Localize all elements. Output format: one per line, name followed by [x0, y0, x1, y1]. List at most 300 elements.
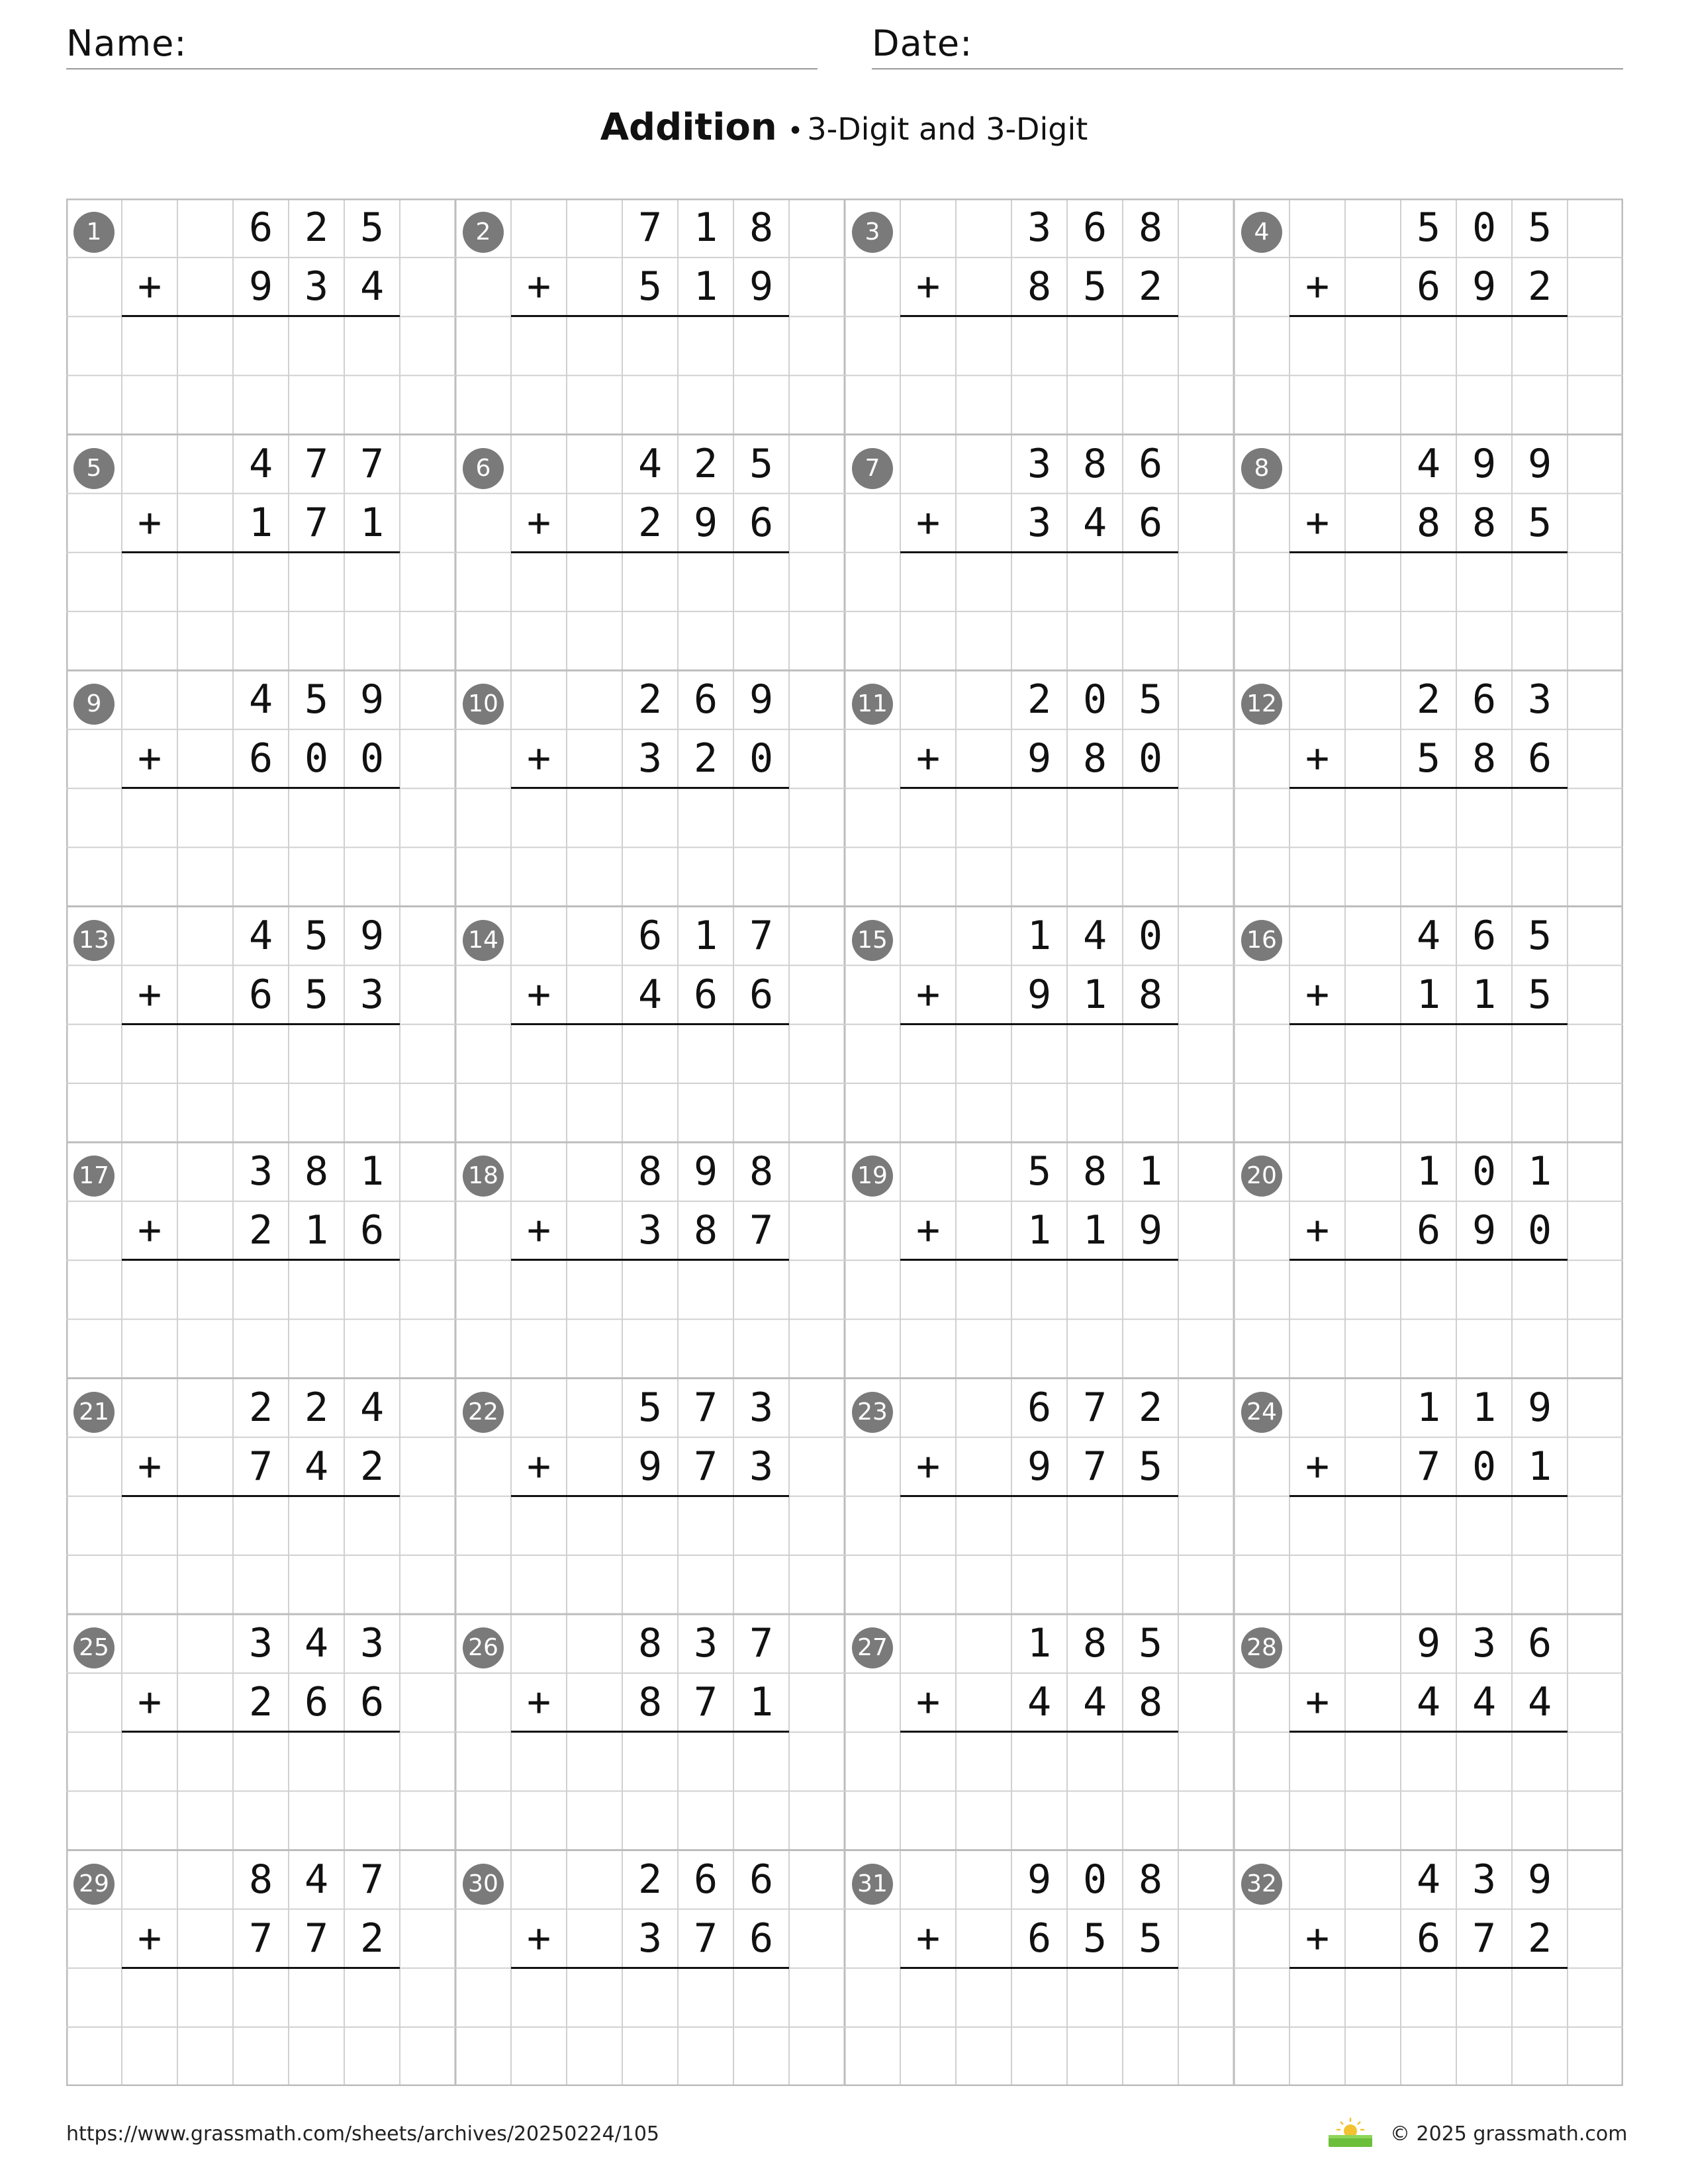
addend-bottom-digit: 0 — [304, 735, 329, 782]
plus-operator: + — [1305, 735, 1330, 782]
addend-top-digit: 2 — [304, 205, 329, 251]
title-subtitle: 3-Digit and 3-Digit — [807, 111, 1088, 147]
answer-line — [511, 1259, 789, 1261]
addend-top-digit: 7 — [359, 1856, 385, 1903]
problem-26 — [455, 1614, 845, 1850]
addend-top-digit: 6 — [1082, 205, 1107, 251]
plus-operator: + — [526, 263, 551, 310]
addend-bottom-digit: 9 — [1027, 971, 1052, 1018]
addend-bottom-digit: 1 — [359, 499, 385, 546]
problem-number-badge: 8 — [1241, 448, 1282, 489]
answer-line — [122, 1495, 400, 1497]
problem-number-badge: 23 — [852, 1392, 893, 1433]
addend-bottom-digit: 8 — [1472, 735, 1497, 782]
answer-line — [1289, 1495, 1568, 1497]
addend-top-digit: 2 — [637, 676, 663, 723]
addend-top-digit: 9 — [359, 912, 385, 959]
answer-line — [122, 787, 400, 789]
addend-bottom-digit: 0 — [1472, 1443, 1497, 1490]
addend-bottom-digit: 3 — [637, 1915, 663, 1962]
problem-29 — [66, 1850, 455, 2086]
addend-top-digit: 6 — [1138, 440, 1163, 487]
addend-top-digit: 1 — [1138, 1148, 1163, 1195]
problem-number-badge: 15 — [852, 920, 893, 961]
addend-top-digit: 0 — [1472, 205, 1497, 251]
problem-number-badge: 16 — [1241, 920, 1282, 961]
problem-28 — [1234, 1614, 1623, 1850]
problem-12 — [1234, 670, 1623, 906]
addend-bottom-digit: 8 — [637, 1679, 663, 1725]
problem-number-badge: 29 — [73, 1864, 115, 1905]
addend-top-digit: 2 — [1138, 1384, 1163, 1431]
answer-line — [122, 1731, 400, 1733]
addend-top-digit: 1 — [1416, 1384, 1441, 1431]
addend-bottom-digit: 4 — [359, 263, 385, 310]
addend-bottom-digit: 4 — [1027, 1679, 1052, 1725]
addend-bottom-digit: 4 — [1082, 1679, 1107, 1725]
plus-operator: + — [1305, 1679, 1330, 1725]
footer-url: https://www.grassmath.com/sheets/archives/20250224/105 — [66, 2122, 660, 2146]
addend-bottom-digit: 2 — [248, 1679, 273, 1725]
problem-25 — [66, 1614, 455, 1850]
plus-operator: + — [1305, 263, 1330, 310]
problem-number-badge: 31 — [852, 1864, 893, 1905]
answer-line — [900, 551, 1178, 553]
addend-top-digit: 6 — [693, 676, 718, 723]
addend-bottom-digit: 6 — [248, 971, 273, 1018]
addend-bottom-digit: 8 — [1138, 971, 1163, 1018]
answer-line — [1289, 551, 1568, 553]
addend-bottom-digit: 6 — [359, 1679, 385, 1725]
plus-operator: + — [137, 263, 162, 310]
addend-top-digit: 4 — [248, 440, 273, 487]
addend-bottom-digit: 5 — [1082, 1915, 1107, 1962]
addend-bottom-digit: 1 — [248, 499, 273, 546]
addend-top-digit: 6 — [637, 912, 663, 959]
problem-22 — [455, 1379, 845, 1614]
plus-operator: + — [526, 1207, 551, 1253]
problem-3 — [845, 199, 1234, 434]
problem-number-badge: 20 — [1241, 1156, 1282, 1197]
addend-top-digit: 5 — [637, 1384, 663, 1431]
plus-operator: + — [526, 735, 551, 782]
addend-top-digit: 9 — [1416, 1620, 1441, 1666]
addend-bottom-digit: 5 — [637, 263, 663, 310]
answer-line — [900, 315, 1178, 317]
addend-bottom-digit: 6 — [1527, 735, 1552, 782]
addend-bottom-digit: 6 — [693, 971, 718, 1018]
addend-top-digit: 6 — [248, 205, 273, 251]
plus-operator: + — [526, 1679, 551, 1725]
addend-bottom-digit: 7 — [1082, 1443, 1107, 1490]
problem-number-badge: 30 — [463, 1864, 504, 1905]
addend-top-digit: 9 — [1472, 440, 1497, 487]
problem-number-badge: 24 — [1241, 1392, 1282, 1433]
plus-operator: + — [1305, 971, 1330, 1018]
addend-top-digit: 4 — [1416, 912, 1441, 959]
problem-9 — [66, 670, 455, 906]
date-input-line[interactable] — [872, 68, 1623, 69]
name-label: Name: — [66, 23, 187, 64]
addend-bottom-digit: 8 — [1472, 499, 1497, 546]
problem-20 — [1234, 1142, 1623, 1378]
addend-bottom-digit: 6 — [1416, 1207, 1441, 1253]
addend-top-digit: 9 — [1527, 1856, 1552, 1903]
addend-top-digit: 8 — [749, 205, 774, 251]
addend-top-digit: 3 — [1472, 1856, 1497, 1903]
problem-14 — [455, 907, 845, 1142]
addend-bottom-digit: 6 — [1416, 263, 1441, 310]
date-label: Date: — [872, 23, 973, 64]
problem-number-badge: 32 — [1241, 1864, 1282, 1905]
addend-bottom-digit: 5 — [1527, 971, 1552, 1018]
answer-line — [900, 1023, 1178, 1025]
addend-top-digit: 4 — [359, 1384, 385, 1431]
plus-operator: + — [526, 499, 551, 546]
plus-operator: + — [915, 735, 941, 782]
addend-top-digit: 8 — [637, 1620, 663, 1666]
problem-number-badge: 26 — [463, 1627, 504, 1668]
answer-line — [1289, 1023, 1568, 1025]
problem-32 — [1234, 1850, 1623, 2086]
addend-bottom-digit: 6 — [749, 1915, 774, 1962]
answer-line — [1289, 1731, 1568, 1733]
addend-top-digit: 4 — [304, 1856, 329, 1903]
addend-bottom-digit: 2 — [248, 1207, 273, 1253]
addend-bottom-digit: 7 — [1416, 1443, 1441, 1490]
addend-bottom-digit: 4 — [1416, 1679, 1441, 1725]
addend-bottom-digit: 0 — [359, 735, 385, 782]
addend-top-digit: 4 — [637, 440, 663, 487]
addend-bottom-digit: 3 — [749, 1443, 774, 1490]
addend-bottom-digit: 3 — [304, 263, 329, 310]
answer-line — [1289, 1259, 1568, 1261]
addend-top-digit: 7 — [359, 440, 385, 487]
problem-2 — [455, 199, 845, 434]
addend-top-digit: 7 — [1082, 1384, 1107, 1431]
addend-top-digit: 1 — [693, 912, 718, 959]
problem-number-badge: 18 — [463, 1156, 504, 1197]
addend-bottom-digit: 7 — [693, 1443, 718, 1490]
addend-bottom-digit: 5 — [1138, 1915, 1163, 1962]
addend-bottom-digit: 7 — [304, 499, 329, 546]
addend-top-digit: 8 — [1082, 440, 1107, 487]
answer-line — [900, 1967, 1178, 1969]
answer-line — [1289, 787, 1568, 789]
plus-operator: + — [915, 1443, 941, 1490]
plus-operator: + — [915, 1679, 941, 1725]
problem-13 — [66, 907, 455, 1142]
addend-bottom-digit: 3 — [637, 1207, 663, 1253]
addend-top-digit: 9 — [359, 676, 385, 723]
addend-top-digit: 6 — [693, 1856, 718, 1903]
problem-18 — [455, 1142, 845, 1378]
addend-bottom-digit: 2 — [359, 1443, 385, 1490]
addend-bottom-digit: 7 — [1472, 1915, 1497, 1962]
plus-operator: + — [137, 499, 162, 546]
addend-bottom-digit: 4 — [1527, 1679, 1552, 1725]
answer-line — [900, 1259, 1178, 1261]
addend-bottom-digit: 9 — [693, 499, 718, 546]
addend-top-digit: 4 — [248, 912, 273, 959]
addend-top-digit: 3 — [1027, 440, 1052, 487]
plus-operator: + — [915, 971, 941, 1018]
problem-number-badge: 13 — [73, 920, 115, 961]
name-input-line[interactable] — [66, 68, 818, 69]
answer-line — [900, 1731, 1178, 1733]
addend-top-digit: 3 — [1027, 205, 1052, 251]
addend-top-digit: 9 — [1027, 1856, 1052, 1903]
addend-bottom-digit: 8 — [693, 1207, 718, 1253]
addend-bottom-digit: 4 — [637, 971, 663, 1018]
plus-operator: + — [137, 1679, 162, 1725]
addend-top-digit: 7 — [637, 205, 663, 251]
answer-line — [511, 1967, 789, 1969]
plus-operator: + — [526, 971, 551, 1018]
footer-copyright: © 2025 grassmath.com — [1390, 2122, 1628, 2146]
answer-line — [900, 1495, 1178, 1497]
addend-top-digit: 5 — [304, 912, 329, 959]
problem-8 — [1234, 435, 1623, 670]
addend-top-digit: 6 — [749, 1856, 774, 1903]
addend-bottom-digit: 2 — [1527, 1915, 1552, 1962]
addend-top-digit: 1 — [1416, 1148, 1441, 1195]
problem-number-badge: 12 — [1241, 684, 1282, 725]
problem-30 — [455, 1850, 845, 2086]
addend-bottom-digit: 3 — [1027, 499, 1052, 546]
answer-line — [511, 1023, 789, 1025]
addend-top-digit: 8 — [1082, 1620, 1107, 1666]
addend-top-digit: 9 — [693, 1148, 718, 1195]
addend-top-digit: 3 — [359, 1620, 385, 1666]
addend-bottom-digit: 9 — [1027, 735, 1052, 782]
plus-operator: + — [915, 1915, 941, 1962]
addend-top-digit: 5 — [304, 676, 329, 723]
addend-top-digit: 5 — [1027, 1148, 1052, 1195]
worksheet-title — [0, 106, 1688, 149]
addend-bottom-digit: 5 — [1416, 735, 1441, 782]
addend-top-digit: 5 — [749, 440, 774, 487]
addend-top-digit: 1 — [359, 1148, 385, 1195]
addend-top-digit: 3 — [248, 1148, 273, 1195]
plus-operator: + — [137, 971, 162, 1018]
addend-top-digit: 3 — [248, 1620, 273, 1666]
addend-top-digit: 9 — [1527, 440, 1552, 487]
addend-bottom-digit: 3 — [637, 735, 663, 782]
answer-line — [122, 1023, 400, 1025]
addend-top-digit: 1 — [693, 205, 718, 251]
answer-line — [511, 787, 789, 789]
addend-bottom-digit: 5 — [1138, 1443, 1163, 1490]
addend-top-digit: 5 — [1527, 205, 1552, 251]
problem-17 — [66, 1142, 455, 1378]
addend-top-digit: 2 — [248, 1384, 273, 1431]
answer-line — [122, 551, 400, 553]
addend-bottom-digit: 9 — [749, 263, 774, 310]
addend-top-digit: 0 — [1472, 1148, 1497, 1195]
addend-top-digit: 4 — [304, 1620, 329, 1666]
answer-line — [511, 551, 789, 553]
addend-top-digit: 8 — [637, 1148, 663, 1195]
problem-number-badge: 6 — [463, 448, 504, 489]
problem-24 — [1234, 1379, 1623, 1614]
addend-top-digit: 2 — [1416, 676, 1441, 723]
problem-number-badge: 17 — [73, 1156, 115, 1197]
addend-bottom-digit: 1 — [1082, 971, 1107, 1018]
addend-bottom-digit: 7 — [693, 1915, 718, 1962]
plus-operator: + — [915, 263, 941, 310]
problem-number-badge: 5 — [73, 448, 115, 489]
addend-bottom-digit: 2 — [693, 735, 718, 782]
addend-top-digit: 5 — [1138, 676, 1163, 723]
addend-top-digit: 0 — [1138, 912, 1163, 959]
addend-bottom-digit: 6 — [1416, 1915, 1441, 1962]
addend-bottom-digit: 9 — [1472, 1207, 1497, 1253]
addend-bottom-digit: 6 — [359, 1207, 385, 1253]
problem-21 — [66, 1379, 455, 1614]
addend-top-digit: 2 — [1027, 676, 1052, 723]
addend-top-digit: 4 — [248, 676, 273, 723]
problem-number-badge: 3 — [852, 212, 893, 253]
addend-bottom-digit: 9 — [1027, 1443, 1052, 1490]
problem-number-badge: 9 — [73, 684, 115, 725]
problem-10 — [455, 670, 845, 906]
addend-top-digit: 8 — [248, 1856, 273, 1903]
answer-line — [1289, 1967, 1568, 1969]
grassmath-logo-icon — [1327, 2115, 1374, 2148]
problem-5 — [66, 435, 455, 670]
problem-number-badge: 1 — [73, 212, 115, 253]
addend-top-digit: 6 — [1027, 1384, 1052, 1431]
addend-top-digit: 4 — [1416, 1856, 1441, 1903]
addend-bottom-digit: 5 — [1527, 499, 1552, 546]
addend-bottom-digit: 8 — [1416, 499, 1441, 546]
addend-bottom-digit: 7 — [693, 1679, 718, 1725]
addend-top-digit: 5 — [1527, 912, 1552, 959]
addend-bottom-digit: 1 — [1027, 1207, 1052, 1253]
problem-number-badge: 28 — [1241, 1627, 1282, 1668]
problem-1 — [66, 199, 455, 434]
addend-bottom-digit: 0 — [749, 735, 774, 782]
addend-top-digit: 6 — [1472, 912, 1497, 959]
addend-bottom-digit: 1 — [304, 1207, 329, 1253]
answer-line — [511, 1495, 789, 1497]
addend-bottom-digit: 2 — [1138, 263, 1163, 310]
answer-line — [122, 1967, 400, 1969]
addend-top-digit: 6 — [1472, 676, 1497, 723]
addend-bottom-digit: 7 — [304, 1915, 329, 1962]
addend-bottom-digit: 9 — [1138, 1207, 1163, 1253]
addend-bottom-digit: 1 — [1527, 1443, 1552, 1490]
plus-operator: + — [915, 1207, 941, 1253]
addend-top-digit: 4 — [1082, 912, 1107, 959]
addend-bottom-digit: 1 — [693, 263, 718, 310]
problem-16 — [1234, 907, 1623, 1142]
addend-top-digit: 3 — [693, 1620, 718, 1666]
problem-grid — [66, 199, 1623, 2086]
problem-23 — [845, 1379, 1234, 1614]
plus-operator: + — [1305, 499, 1330, 546]
addend-top-digit: 7 — [749, 1620, 774, 1666]
problem-31 — [845, 1850, 1234, 2086]
addend-bottom-digit: 4 — [304, 1443, 329, 1490]
addend-bottom-digit: 7 — [248, 1443, 273, 1490]
addend-bottom-digit: 1 — [1472, 971, 1497, 1018]
addend-bottom-digit: 1 — [1082, 1207, 1107, 1253]
addend-bottom-digit: 8 — [1027, 263, 1052, 310]
addend-bottom-digit: 6 — [1027, 1915, 1052, 1962]
addend-top-digit: 3 — [1527, 676, 1552, 723]
addend-top-digit: 5 — [1138, 1620, 1163, 1666]
problem-number-badge: 22 — [463, 1392, 504, 1433]
problem-4 — [1234, 199, 1623, 434]
addend-bottom-digit: 5 — [1082, 263, 1107, 310]
plus-operator: + — [137, 735, 162, 782]
addend-top-digit: 8 — [1082, 1148, 1107, 1195]
title-separator: • — [787, 116, 804, 146]
problem-11 — [845, 670, 1234, 906]
addend-bottom-digit: 9 — [637, 1443, 663, 1490]
addend-top-digit: 4 — [1416, 440, 1441, 487]
addend-top-digit: 8 — [304, 1148, 329, 1195]
addend-top-digit: 5 — [1416, 205, 1441, 251]
addend-top-digit: 7 — [304, 440, 329, 487]
addend-top-digit: 7 — [749, 912, 774, 959]
problem-number-badge: 11 — [852, 684, 893, 725]
answer-line — [511, 1731, 789, 1733]
problem-6 — [455, 435, 845, 670]
plus-operator: + — [137, 1207, 162, 1253]
answer-line — [900, 787, 1178, 789]
addend-bottom-digit: 2 — [1527, 263, 1552, 310]
plus-operator: + — [1305, 1915, 1330, 1962]
addend-top-digit: 5 — [359, 205, 385, 251]
problem-number-badge: 27 — [852, 1627, 893, 1668]
plus-operator: + — [915, 499, 941, 546]
problem-number-badge: 14 — [463, 920, 504, 961]
addend-top-digit: 1 — [1027, 1620, 1052, 1666]
problem-number-badge: 21 — [73, 1392, 115, 1433]
problem-number-badge: 19 — [852, 1156, 893, 1197]
addend-top-digit: 6 — [1527, 1620, 1552, 1666]
addend-top-digit: 0 — [1082, 1856, 1107, 1903]
addend-bottom-digit: 6 — [248, 735, 273, 782]
plus-operator: + — [137, 1443, 162, 1490]
plus-operator: + — [137, 1915, 162, 1962]
addend-top-digit: 1 — [1472, 1384, 1497, 1431]
addend-bottom-digit: 7 — [749, 1207, 774, 1253]
problem-number-badge: 25 — [73, 1627, 115, 1668]
addend-bottom-digit: 9 — [248, 263, 273, 310]
addend-top-digit: 3 — [1472, 1620, 1497, 1666]
plus-operator: + — [526, 1915, 551, 1962]
addend-bottom-digit: 5 — [304, 971, 329, 1018]
addend-bottom-digit: 7 — [248, 1915, 273, 1962]
addend-top-digit: 9 — [749, 676, 774, 723]
addend-bottom-digit: 4 — [1472, 1679, 1497, 1725]
answer-line — [1289, 315, 1568, 317]
addend-top-digit: 9 — [1527, 1384, 1552, 1431]
problem-15 — [845, 907, 1234, 1142]
problem-number-badge: 4 — [1241, 212, 1282, 253]
addend-bottom-digit: 8 — [1138, 1679, 1163, 1725]
problem-number-badge: 10 — [463, 684, 504, 725]
problem-7 — [845, 435, 1234, 670]
addend-bottom-digit: 4 — [1082, 499, 1107, 546]
plus-operator: + — [1305, 1207, 1330, 1253]
addend-top-digit: 7 — [693, 1384, 718, 1431]
addend-top-digit: 3 — [749, 1384, 774, 1431]
